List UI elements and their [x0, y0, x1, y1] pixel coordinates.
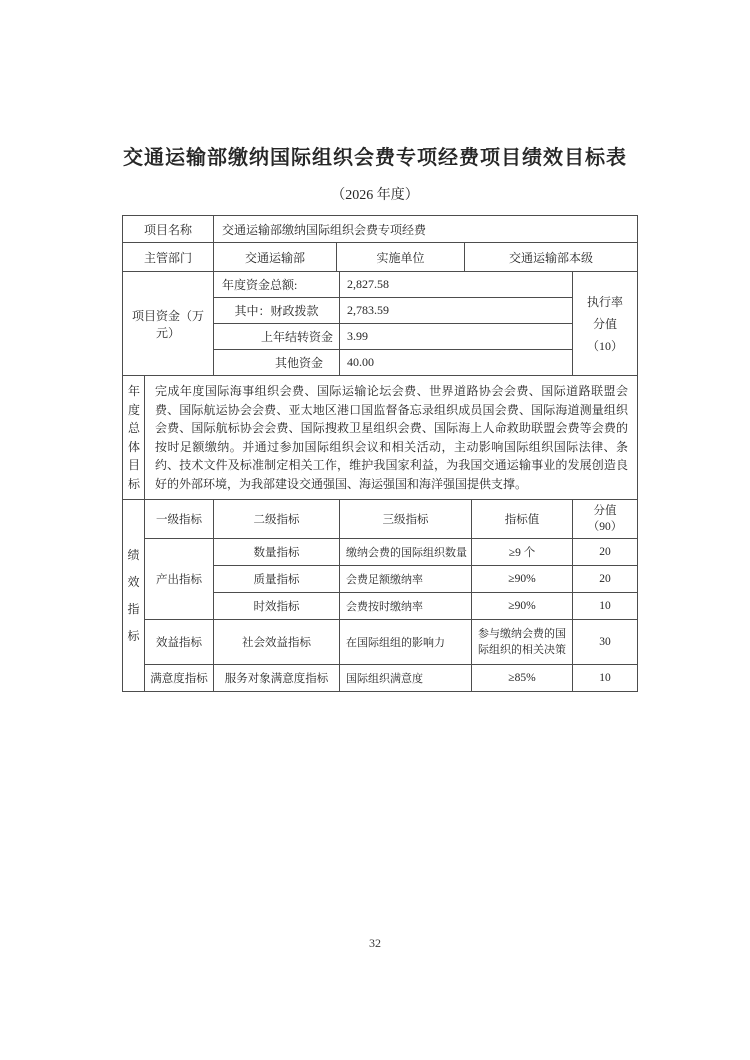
indicator-value: ≥9 个	[472, 539, 573, 566]
table-row	[123, 376, 638, 500]
level1-output: 产出指标	[145, 539, 214, 620]
indicator-score: 10	[573, 593, 638, 620]
level3-indicator: 缴纳会费的国际组织数量	[340, 539, 472, 566]
fund-section-label: 项目资金（万元）	[123, 272, 214, 376]
indicator-value: ≥90%	[472, 593, 573, 620]
indicator-value: ≥90%	[472, 566, 573, 593]
fund-other-label: 其他资金	[214, 350, 340, 376]
fund-fiscal-label: 其中：财政拨款	[214, 298, 340, 324]
impl-label: 实施单位	[337, 243, 465, 272]
header-score-cell	[573, 500, 638, 539]
level2-service-satisfaction: 服务对象满意度指标	[214, 665, 340, 692]
header-level1: 一级指标	[145, 500, 214, 539]
indicator-score: 20	[573, 539, 638, 566]
level2-quantity: 数量指标	[214, 539, 340, 566]
project-info-section	[122, 215, 638, 376]
level2-quality: 质量指标	[214, 566, 340, 593]
performance-indicator-label-cell	[123, 500, 145, 692]
annual-goal-label-cell	[123, 376, 145, 500]
impl-value: 交通运输部本级	[465, 243, 638, 272]
level3-indicator: 会费按时缴纳率	[340, 593, 472, 620]
indicator-value: ≥85%	[472, 665, 573, 692]
level3-indicator: 会费足额缴纳率	[340, 566, 472, 593]
execution-rate-line: 执行率	[587, 294, 624, 309]
indicator-header-row	[123, 500, 638, 539]
level3-indicator: 国际组织满意度	[340, 665, 472, 692]
table-row	[123, 243, 638, 272]
performance-indicator-label: 绩效指标	[127, 547, 140, 643]
execution-rate-line: （10）	[587, 338, 624, 353]
indicator-row	[123, 539, 638, 566]
indicator-row	[123, 665, 638, 692]
fund-carryover-label: 上年结转资金	[214, 324, 340, 350]
level2-social-benefit: 社会效益指标	[214, 620, 340, 665]
dept-label: 主管部门	[123, 243, 214, 272]
annual-goal-section	[122, 375, 638, 500]
indicator-score: 20	[573, 566, 638, 593]
fund-fiscal-value: 2,783.59	[340, 298, 573, 324]
document-title: 交通运输部缴纳国际组织会费专项经费项目绩效目标表	[123, 147, 627, 169]
fund-carryover-value: 3.99	[340, 324, 573, 350]
project-name-value: 交通运输部缴纳国际组织会费专项经费	[214, 216, 638, 243]
indicator-row	[123, 620, 638, 665]
header-score-line: （90）	[587, 521, 623, 533]
fund-other-value: 40.00	[340, 350, 573, 376]
document-year-subtitle: （2026 年度）	[331, 188, 419, 203]
indicator-score: 30	[573, 620, 638, 665]
project-name-label: 项目名称	[123, 216, 214, 243]
dept-value: 交通运输部	[214, 243, 337, 272]
indicator-value: 参与缴纳会费的国际组织的相关决策	[472, 620, 573, 665]
annual-goal-text: 完成年度国际海事组织会费、国际运输论坛会费、世界道路协会会费、国际道路联盟会费、国际航运协会会费、亚太地区港口国监督备忘录组织成员国会费、国际海道测量组织会费、国际航标协会会费、国际搜救卫星组织会费、国际海上人命救助联盟会费等会费的按时足额缴纳。并通过参加国际组织会议和相关活动，主动影响国际组织国际法律、条约、技术文件及标准制定相关工作，维护我国家利益，为我国交通运输事业的发展创造良好的外部环境，为我部建设交通强国、海运强国和海洋强国提供支撑。	[145, 376, 638, 500]
table-row	[123, 272, 638, 298]
level2-timeliness: 时效指标	[214, 593, 340, 620]
execution-rate-line: 分值	[593, 316, 618, 331]
header-level3: 三级指标	[340, 500, 472, 539]
execution-rate-score-cell	[573, 272, 638, 376]
performance-target-table	[122, 215, 637, 692]
level3-indicator: 在国际组组的影响力	[340, 620, 472, 665]
indicators-section	[122, 499, 638, 692]
level1-benefit: 效益指标	[145, 620, 214, 665]
header-score-line: 分值	[593, 505, 617, 517]
level1-satisfaction: 满意度指标	[145, 665, 214, 692]
table-row	[123, 216, 638, 243]
header-indicator-value: 指标值	[472, 500, 573, 539]
fund-total-value: 2,827.58	[340, 272, 573, 298]
annual-goal-label: 年度总体目标	[127, 384, 140, 491]
indicator-score: 10	[573, 665, 638, 692]
header-level2: 二级指标	[214, 500, 340, 539]
fund-total-label: 年度资金总额:	[214, 272, 340, 298]
page-number: 32	[369, 936, 381, 950]
